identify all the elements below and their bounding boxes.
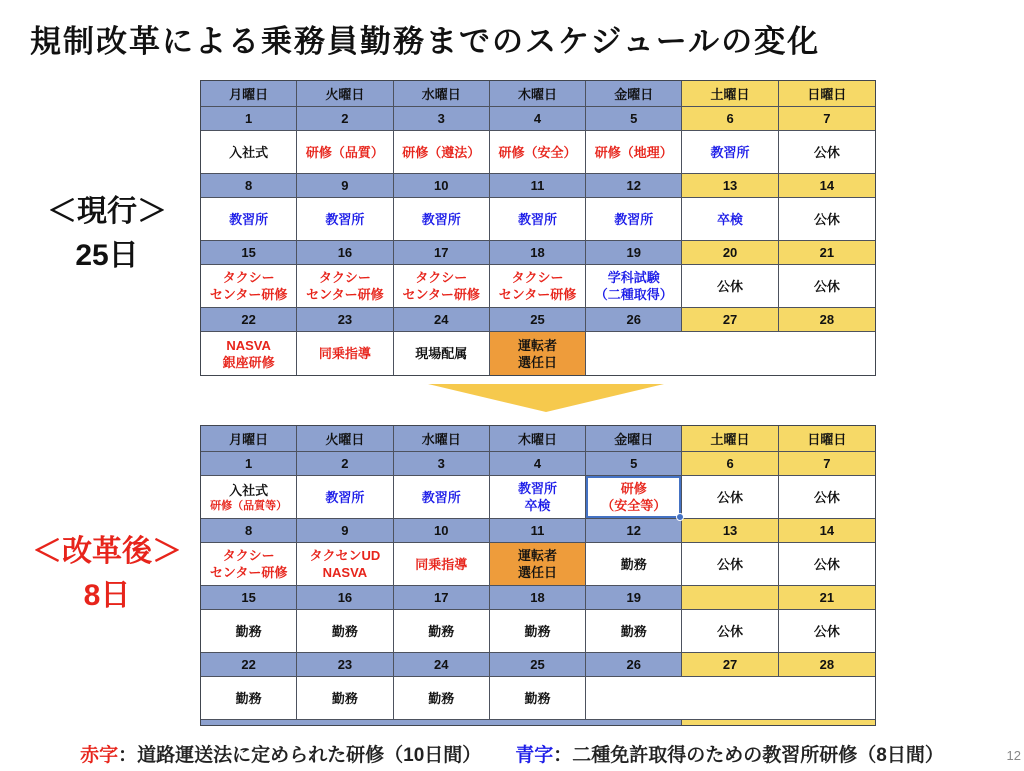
day-header-cell: 月曜日 [201, 81, 297, 107]
schedule-cell-text: 同乗指導 [415, 556, 468, 572]
schedule-cell-text: 勤務 [331, 623, 358, 639]
schedule-cell-text: 研修（地理） [594, 144, 673, 160]
schedule-cell [297, 543, 393, 586]
date-cell: 13 [682, 174, 778, 198]
calendar-table-current [200, 80, 876, 376]
schedule-cell [394, 677, 490, 720]
schedule-cell-text: センター研修 [306, 287, 384, 302]
schedule-cell-text: 教習所 [517, 211, 557, 227]
date-cell: 13 [682, 519, 778, 543]
schedule-cell-text: 教習所 [325, 211, 365, 227]
schedule-cell-text: 研修（安全） [498, 144, 577, 160]
schedule-cell-text: 教習所 [710, 144, 750, 160]
schedule-cell [779, 198, 875, 241]
date-cell: 11 [490, 519, 586, 543]
schedule-cell-text: 勤務 [428, 623, 455, 639]
schedule-cell [779, 610, 875, 653]
schedule-cell [682, 543, 778, 586]
schedule-cell-text: センター研修 [498, 287, 577, 302]
schedule-cell-text: センター研修 [402, 287, 480, 302]
schedule-cell [394, 265, 490, 308]
schedule-cell [586, 610, 682, 653]
date-row [201, 241, 875, 265]
content-row [201, 265, 875, 308]
day-header-cell: 金曜日 [586, 81, 682, 107]
date-cell: 24 [394, 653, 490, 677]
schedule-cell [586, 332, 875, 375]
schedule-cell-text: 公休 [717, 623, 744, 639]
legend-red-term: 赤字 [80, 745, 119, 766]
schedule-cell-text: タクシー [222, 270, 275, 285]
label-current-line2: 25日 [75, 239, 139, 272]
date-row [201, 107, 875, 131]
schedule-cell [490, 677, 586, 720]
schedule-cell-text: 学科試験 [607, 270, 660, 285]
schedule-cell-text: 公休 [717, 278, 744, 294]
date-cell: 18 [490, 241, 586, 265]
schedule-cell [682, 476, 778, 519]
schedule-cell [586, 198, 682, 241]
schedule-cell-text: タクシー [511, 270, 564, 285]
schedule-cell-text: 勤務 [524, 623, 551, 639]
schedule-cell [297, 476, 393, 519]
schedule-cell-text: 研修（品質等） [210, 499, 288, 512]
content-row [201, 476, 875, 519]
date-cell: 27 [682, 308, 778, 332]
schedule-cell [779, 265, 875, 308]
next-week-sliver-weekday [201, 720, 682, 725]
date-cell: 26 [586, 308, 682, 332]
next-week-sliver-row [201, 720, 875, 725]
schedule-cell [779, 131, 875, 174]
schedule-cell-text: 研修 [620, 481, 647, 496]
schedule-cell-text: NASVA [226, 337, 271, 353]
schedule-cell-text: 勤務 [620, 556, 647, 572]
schedule-cell-text: 研修（品質） [305, 144, 384, 160]
schedule-cell-text: 教習所 [614, 211, 654, 227]
schedule-cell-text: 勤務 [235, 690, 262, 706]
page-title: 規制改革による乗務員勤務までのスケジュールの変化 [30, 24, 821, 59]
schedule-cell [297, 198, 393, 241]
date-cell: 4 [490, 107, 586, 131]
transition-arrow-icon [428, 384, 664, 412]
date-cell: 3 [394, 107, 490, 131]
schedule-cell-text: 公休 [813, 278, 840, 294]
date-cell: 15 [201, 241, 297, 265]
calendar-table-reform [200, 425, 876, 726]
schedule-cell [201, 476, 297, 519]
date-cell: 6 [682, 107, 778, 131]
schedule-cell-text: 教習所 [421, 489, 461, 505]
date-cell: 2 [297, 107, 393, 131]
day-header-cell: 金曜日 [586, 426, 682, 452]
schedule-cell-text: 勤務 [620, 623, 647, 639]
schedule-cell [490, 131, 586, 174]
date-cell: 28 [779, 308, 875, 332]
day-header-cell: 火曜日 [297, 81, 393, 107]
day-header-cell: 水曜日 [394, 426, 490, 452]
schedule-cell-text: 公休 [813, 211, 840, 227]
schedule-cell-text: 勤務 [428, 690, 455, 706]
date-cell: 17 [394, 586, 490, 610]
schedule-cell-text: 運転者 [517, 337, 557, 353]
schedule-cell [490, 610, 586, 653]
schedule-cell-text: 運転者 [517, 548, 557, 563]
date-cell: 26 [586, 653, 682, 677]
schedule-cell-text: タクシー [415, 270, 468, 285]
date-cell: 19 [586, 586, 682, 610]
content-row [201, 610, 875, 653]
schedule-cell-text: 教習所 [517, 481, 557, 496]
schedule-cell-text: 教習所 [325, 489, 365, 505]
date-cell: 23 [297, 653, 393, 677]
date-cell: 27 [682, 653, 778, 677]
schedule-cell [394, 198, 490, 241]
schedule-cell [201, 543, 297, 586]
page-number: 12 [1006, 748, 1021, 763]
legend-blue-desc: ：二種免許取得のための教習所研修（8日間） [553, 745, 944, 766]
schedule-cell [682, 131, 778, 174]
schedule-cell-text: 卒検 [717, 211, 744, 227]
date-cell: 25 [490, 308, 586, 332]
schedule-cell [394, 332, 490, 375]
date-cell: 22 [201, 653, 297, 677]
date-row [201, 653, 875, 677]
schedule-cell-text: NASVA [322, 565, 368, 580]
date-cell: 1 [201, 107, 297, 131]
date-cell: 7 [779, 452, 875, 476]
date-cell: 5 [586, 107, 682, 131]
schedule-cell-text: 公休 [813, 623, 840, 639]
day-header-cell: 月曜日 [201, 426, 297, 452]
schedule-cell [297, 265, 393, 308]
schedule-cell [490, 543, 586, 586]
day-header-row [201, 426, 875, 452]
schedule-cell [297, 131, 393, 174]
schedule-cell [586, 543, 682, 586]
schedule-cell-text: 教習所 [421, 211, 461, 227]
date-cell: 16 [297, 586, 393, 610]
schedule-cell-text: （安全等） [601, 498, 667, 513]
schedule-cell [297, 332, 393, 375]
schedule-cell [586, 677, 875, 720]
label-reform-line2: 8日 [83, 579, 131, 612]
schedule-cell [586, 265, 682, 308]
schedule-cell-text: 入社式 [229, 144, 269, 160]
date-cell: 17 [394, 241, 490, 265]
content-row [201, 198, 875, 241]
schedule-cell-text: 公休 [813, 144, 840, 160]
schedule-cell-text: 卒検 [524, 498, 551, 513]
schedule-cell-text: センター研修 [209, 287, 288, 302]
day-header-cell: 木曜日 [490, 426, 586, 452]
date-cell: 11 [490, 174, 586, 198]
schedule-cell-text: 選任日 [517, 354, 557, 370]
date-cell: 12 [586, 174, 682, 198]
legend-blue-term: 青字 [515, 745, 554, 766]
date-cell: 1 [201, 452, 297, 476]
schedule-cell [682, 610, 778, 653]
date-cell: 24 [394, 308, 490, 332]
schedule-cell-text: タクシー [222, 548, 275, 563]
schedule-cell [201, 610, 297, 653]
date-cell: 23 [297, 308, 393, 332]
date-cell: 18 [490, 586, 586, 610]
day-header-cell: 水曜日 [394, 81, 490, 107]
schedule-cell-text: 教習所 [229, 211, 269, 227]
date-cell: 16 [297, 241, 393, 265]
label-reform [12, 530, 202, 618]
schedule-cell [490, 265, 586, 308]
schedule-cell [779, 476, 875, 519]
legend-red-desc: ：道路運送法に定められた研修（10日間） [118, 745, 482, 766]
date-cell: 12 [586, 519, 682, 543]
schedule-cell-text: センター研修 [209, 565, 288, 580]
schedule-cell [201, 677, 297, 720]
schedule-cell [394, 476, 490, 519]
schedule-cell [490, 332, 586, 375]
schedule-cell-text: 公休 [717, 556, 744, 572]
date-cell: 6 [682, 452, 778, 476]
date-cell: 10 [394, 174, 490, 198]
schedule-cell-text: 勤務 [524, 690, 551, 706]
date-cell: 9 [297, 519, 393, 543]
schedule-cell [779, 543, 875, 586]
schedule-cell [201, 265, 297, 308]
date-cell: 7 [779, 107, 875, 131]
schedule-cell [201, 332, 297, 375]
schedule-cell [394, 610, 490, 653]
schedule-cell [586, 476, 682, 519]
schedule-cell [586, 131, 682, 174]
schedule-cell [394, 131, 490, 174]
date-cell: 8 [201, 174, 297, 198]
schedule-cell-text: 勤務 [331, 690, 358, 706]
label-current-line1: ＜現行＞ [47, 195, 167, 228]
date-cell: 14 [779, 519, 875, 543]
legend [0, 740, 1024, 767]
date-row [201, 586, 875, 610]
schedule-cell-text: （二種取得） [594, 287, 673, 302]
schedule-cell-text: 公休 [717, 489, 744, 505]
date-row [201, 174, 875, 198]
content-row [201, 677, 875, 720]
date-cell: 15 [201, 586, 297, 610]
label-reform-line1: ＜改革後＞ [32, 535, 182, 568]
date-cell: 21 [779, 241, 875, 265]
content-row [201, 131, 875, 174]
schedule-cell-text: タクシー [318, 270, 371, 285]
content-row [201, 543, 875, 586]
schedule-cell [490, 198, 586, 241]
day-header-cell: 土曜日 [682, 426, 778, 452]
date-cell: 22 [201, 308, 297, 332]
date-cell: 4 [490, 452, 586, 476]
schedule-cell [297, 610, 393, 653]
schedule-cell [490, 476, 586, 519]
schedule-cell-text: 選任日 [517, 565, 557, 580]
date-cell: 19 [586, 241, 682, 265]
day-header-cell: 日曜日 [779, 81, 875, 107]
date-cell: 14 [779, 174, 875, 198]
date-cell [682, 586, 778, 610]
next-week-sliver-weekend [682, 720, 875, 725]
schedule-cell-text: 公休 [813, 556, 840, 572]
schedule-cell-text: 公休 [813, 489, 840, 505]
date-row [201, 452, 875, 476]
schedule-cell-text: タクセンUD [309, 548, 381, 563]
date-cell: 20 [682, 241, 778, 265]
schedule-cell [682, 198, 778, 241]
schedule-cell [201, 131, 297, 174]
schedule-cell-text: 勤務 [235, 623, 262, 639]
day-header-cell: 木曜日 [490, 81, 586, 107]
schedule-cell [297, 677, 393, 720]
schedule-cell [682, 265, 778, 308]
schedule-cell [394, 543, 490, 586]
schedule-cell-text: 銀座研修 [222, 354, 275, 370]
date-cell: 28 [779, 653, 875, 677]
schedule-cell [201, 198, 297, 241]
day-header-cell: 土曜日 [682, 81, 778, 107]
date-row [201, 519, 875, 543]
date-cell: 21 [779, 586, 875, 610]
content-row [201, 332, 875, 375]
date-cell: 9 [297, 174, 393, 198]
date-row [201, 308, 875, 332]
date-cell: 25 [490, 653, 586, 677]
date-cell: 3 [394, 452, 490, 476]
label-current [12, 190, 202, 278]
schedule-cell-text: 研修（遵法） [402, 144, 481, 160]
schedule-cell-text: 現場配属 [415, 346, 468, 361]
date-cell: 8 [201, 519, 297, 543]
date-cell: 5 [586, 452, 682, 476]
schedule-cell-text: 入社式 [229, 482, 269, 498]
day-header-row [201, 81, 875, 107]
date-cell: 10 [394, 519, 490, 543]
day-header-cell: 火曜日 [297, 426, 393, 452]
day-header-cell: 日曜日 [779, 426, 875, 452]
date-cell: 2 [297, 452, 393, 476]
schedule-cell-text: 同乗指導 [318, 346, 371, 361]
